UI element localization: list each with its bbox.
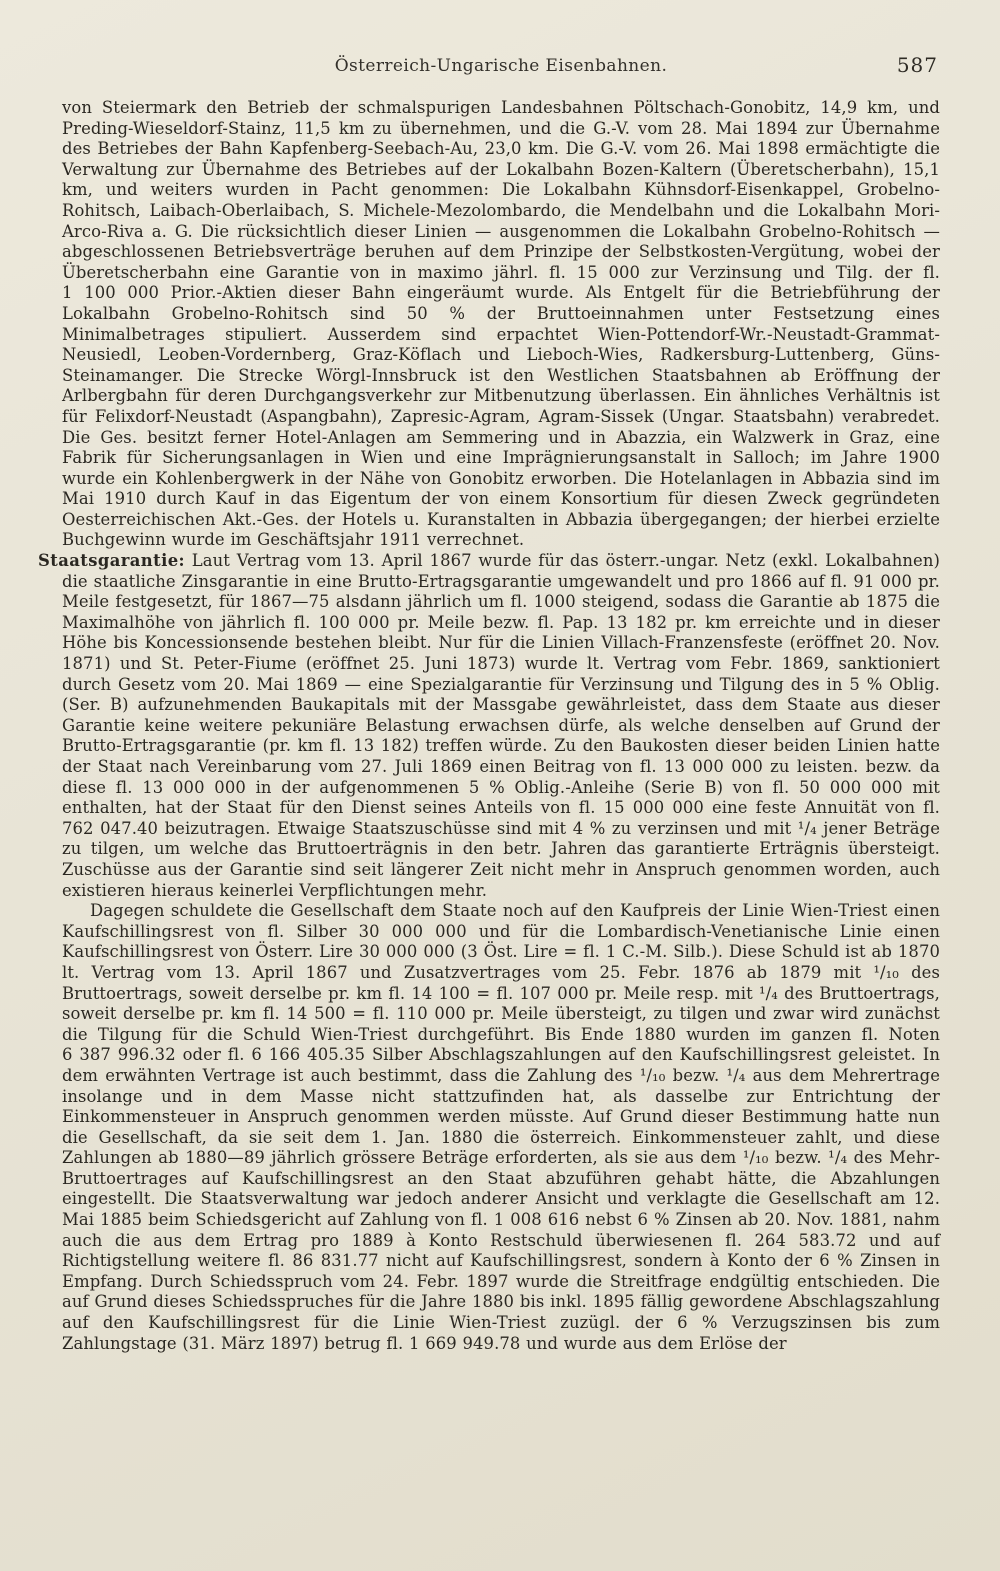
running-title: Österreich-Ungarische Eisenbahnen. (334, 56, 668, 76)
paragraph-staatsgarantie (38, 551, 940, 901)
page-number: 587 (896, 53, 938, 77)
page-header (62, 53, 940, 82)
paragraph-kaufpreis: Dagegen schuldete die Gesellschaft dem Staate noch auf den Kaufpreis der Linie Wien-Triest einen Kaufschillingsrest von fl. Silber 30 000 000 und für die Lombardisch-Venetianische Linie einen Kaufschillingsrest von Österr. Lire 30 000 000 (3 Öst. Lire = fl. 1 C.-M. Silb.). Diese Schuld ist ab 1870 lt. Vertrag vom 13. April 1867 und Zusatzvertrages vom 25. Febr. 1876 ab 1879 mit ¹/₁₀ des Bruttoertrags, soweit derselbe pr. km fl. 14 100 = fl. 107 000 pr. Meile resp. mit ¹/₄ des Bruttoertrags, soweit derselbe pr. km fl. 14 500 = fl. 110 000 pr. Meile übersteigt, zu tilgen und zwar wird zunächst die Tilgung für die Schuld Wien-Triest durchgeführt. Bis Ende 1880 wurden im ganzen fl. Noten 6 387 996.32 oder fl. 6 166 405.35 Silber Abschlagszahlungen auf den Kaufschillingsrest geleistet. In dem erwähnten Vertrage ist auch bestimmt, dass die Zahlung des ¹/₁₀ bezw. ¹/₄ aus dem Mehrertrage insolange und in dem Masse nicht stattzufinden hat, als dasselbe zur Entrichtung der Einkommensteuer in Anspruch genommen werden müsste. Auf Grund dieser Bestimmung hatte nun die Gesellschaft, da sie seit dem 1. Jan. 1880 die österreich. Einkommensteuer zahlt, und diese Zahlungen ab 1880—89 jährlich grössere Beträge erforderten, als sie aus dem ¹/₁₀ bezw. ¹/₄ des Mehr-Bruttoertrages auf Kaufschillingsrest an den Staat abzuführen gehabt hätte, die Abzahlungen eingestellt. Die Staatsverwaltung war jedoch anderer Ansicht und verklagte die Gesellschaft am 12. Mai 1885 beim Schiedsgericht auf Zahlung von fl. 1 008 616 nebst 6 % Zinsen ab 20. Nov. 1881, nahm auch die aus dem Ertrag pro 1889 à Konto Restschuld überwiesenen fl. 264 583.72 und auf Richtigstellung weitere fl. 86 831.77 nicht auf Kaufschillingsrest, sondern à Konto der 6 % Zinsen in Empfang. Durch Schiedsspruch vom 24. Febr. 1897 wurde die Streitfrage endgültig entschieden. Die auf Grund dieses Schiedsspruches für die Jahre 1880 bis inkl. 1895 fällig gewordene Abschlagszahlung auf den Kaufschillingsrest für die Linie Wien-Triest zuzügl. der 6 % Verzugszinsen bis zum Zahlungstage (31. März 1897) betrug fl. 1 669 949.78 und wurde aus dem Erlöse der (62, 901, 940, 1353)
paragraph-continuation: von Steiermark den Betrieb der schmalspurigen Landesbahnen Pöltschach-Gonobitz, 14,9 km, und Preding-Wieseldorf-Stainz, 11,5 km zu übernehmen, und die G.-V. vom 28. Mai 1894 zur Übernahme des Betriebes der Bahn Kapfenberg-Seebach-Au, 23,0 km. Die G.-V. vom 26. Mai 1898 ermächtigte die Verwaltung zur Übernahme des Betriebes auf der Lokalbahn Bozen-Kaltern (Überetscherbahn), 15,1 km, und weiters wurden in Pacht genommen: Die Lokalbahn Kühnsdorf-Eisenkappel, Grobelno-Rohitsch, Laibach-Oberlaibach, S. Michele-Mezolombardo, die Mendelbahn und die Lokalbahn Mori-Arco-Riva a. G. Die rücksichtlich dieser Linien — ausgenommen die Lokalbahn Grobelno-Rohitsch — abgeschlossenen Betriebsverträge beruhen auf dem Prinzipe der Selbstkosten-Vergütung, wobei der Überetscherbahn eine Garantie von in maximo jährl. fl. 15 000 zur Verzinsung und Tilg. der fl. 1 100 000 Prior.-Aktien dieser Bahn eingeräumt wurde. Als Entgelt für die Betriebführung der Lokalbahn Grobelno-Rohitsch sind 50 % der Bruttoeinnahmen unter Festsetzung eines Minimalbetrages stipuliert. Ausserdem sind erpachtet Wien-Pottendorf-Wr.-Neustadt-Grammat-Neusiedl, Leoben-Vordernberg, Graz-Köflach und Lieboch-Wies, Radkersburg-Luttenberg, Güns-Steinamanger. Die Strecke Wörgl-Innsbruck ist den Westlichen Staatsbahnen ab Eröffnung der Arlbergbahn für deren Durchgangsverkehr zur Mitbenutzung überlassen. Ein ähnliches Verhältnis ist für Felixdorf-Neustadt (Aspangbahn), Zapresic-Agram, Agram-Sissek (Ungar. Staatsbahn) verabredet. Die Ges. besitzt ferner Hotel-Anlagen am Semmering und in Abazzia, ein Walzwerk in Graz, eine Fabrik für Sicherungsanlagen in Wien und eine Imprägnierungsanstalt in Salloch; im Jahre 1900 wurde ein Kohlenbergwerk in der Nähe von Gonobitz erworben. Die Hotelanlagen in Abbazia sind im Mai 1910 durch Kauf in das Eigentum der von einem Konsortium für diesen Zweck gegründeten Oesterreichischen Akt.-Ges. der Hotels u. Kuranstalten in Abbazia übergegangen; der hierbei erzielte Buchgewinn wurde im Geschäftsjahr 1911 verrechnet. (62, 98, 940, 550)
paragraph-staatsgarantie-lead: Staatsgarantie: (38, 551, 185, 571)
body-text (38, 98, 940, 1354)
paragraph-staatsgarantie-text: Laut Vertrag vom 13. April 1867 wurde für das österr.-ungar. Netz (exkl. Lokalbahnen) die staatliche Zinsgarantie in eine Brutto-Ertragsgarantie umgewandelt und pro 1866 auf fl. 91 000 pr. Meile festgesetzt, für 1867—75 alsdann jährlich um fl. 1000 steigend, sodass die Garantie ab 1875 die Maximalhöhe von jährlich fl. 100 000 pr. Meile bezw. fl. Pap. 13 182 pr. km erreichte und in dieser Höhe bis Koncessionsende bestehen bleibt. Nur für die Linien Villach-Franzensfeste (eröffnet 20. Nov. 1871) und St. Peter-Fiume (eröffnet 25. Juni 1873) wurde lt. Vertrag vom Febr. 1869, sanktioniert durch Gesetz vom 20. Mai 1869 — eine Spezialgarantie für Verzinsung und Tilgung des in 5 % Oblig. (Ser. B) aufzunehmenden Baukapitals mit der Massgabe gewährleistet, dass dem Staate aus dieser Garantie keine weitere pekuniäre Belastung erwachsen dürfe, als welche denselben auf Grund der Brutto-Ertragsgarantie (pr. km fl. 13 182) treffen würde. Zu den Baukosten dieser beiden Linien hatte der Staat nach Vereinbarung vom 27. Juli 1869 einen Beitrag von fl. 13 000 000 zu leisten. bezw. da diese fl. 13 000 000 in der aufgenommenen 5 % Oblig.-Anleihe (Serie B) von fl. 50 000 000 mit enthalten, hat der Staat für den Dienst seines Anteils von fl. 15 000 000 eine feste Annuität von fl. 762 047.40 beizutragen. Etwaige Staatszuschüsse sind mit 4 % zu verzinsen und mit ¹/₄ jener Beträge zu tilgen, um welche das Bruttoerträgnis in den betr. Jahren das garantierte Erträgnis übersteigt. Zuschüsse aus der Garantie sind seit längerer Zeit nicht mehr in Anspruch genommen worden, auch existieren hieraus keinerlei Verpflichtungen mehr. (62, 551, 940, 900)
